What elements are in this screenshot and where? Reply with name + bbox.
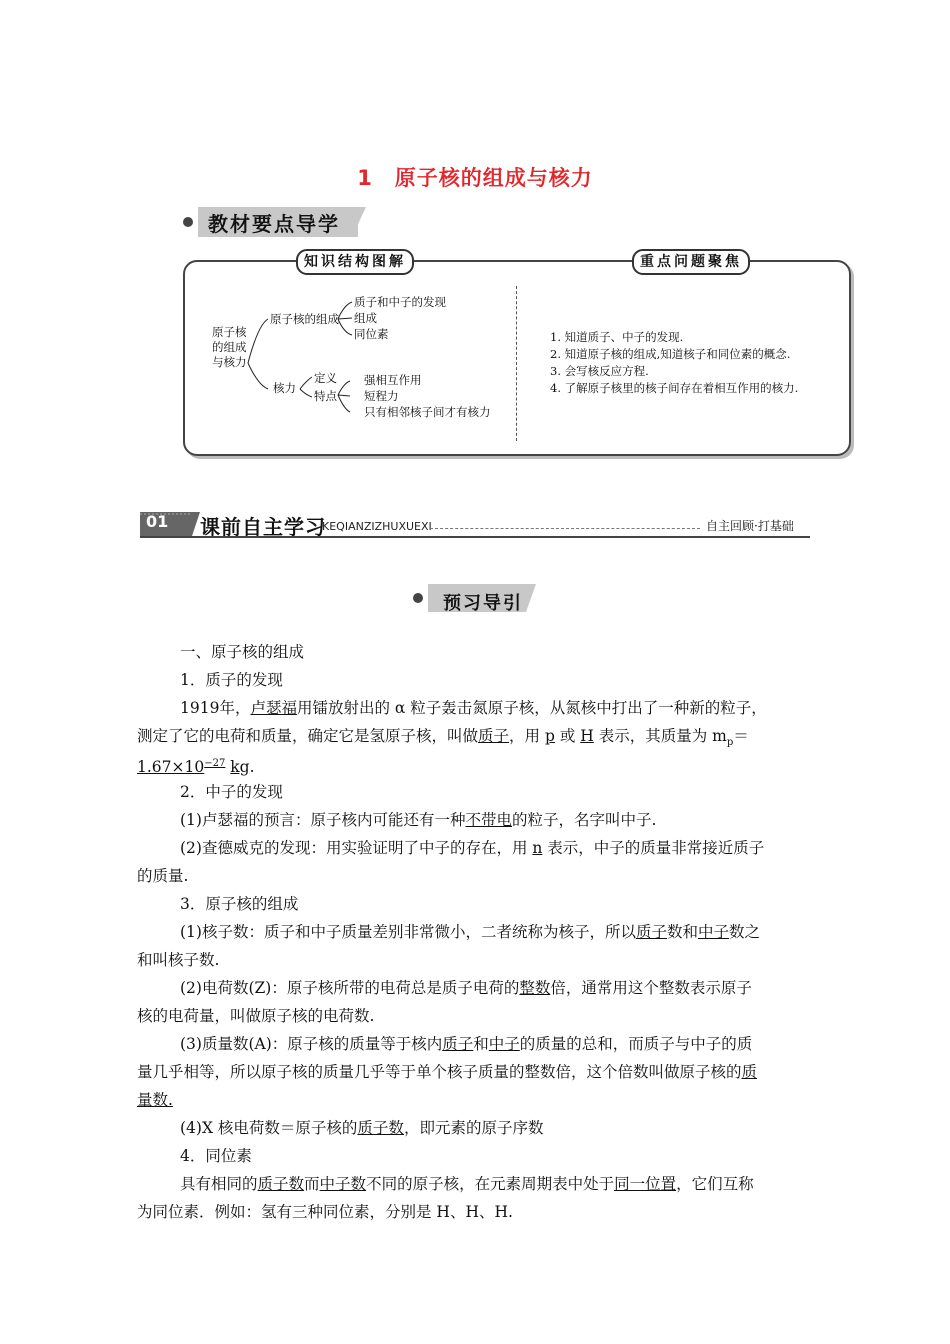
blank: 质子 [635, 923, 667, 941]
section-underline [140, 536, 810, 538]
heading-nucleus: 3．原子核的组成 [180, 895, 299, 913]
section-dash-line [430, 528, 700, 529]
section-right-label: 自主回顾·打基础 [706, 519, 794, 533]
blank: 1.67×10 [137, 758, 205, 777]
tree-branch-nuclear-force: 核力 [273, 381, 296, 395]
tree-item-short-range: 短程力 [364, 389, 399, 403]
blank: 质子 [442, 1035, 474, 1053]
key-point: 3. 会写核反应方程. [550, 364, 649, 378]
tab-key-questions: 重点问题聚焦 [632, 249, 750, 275]
blank: 质 [741, 1063, 758, 1081]
paragraph-proton-3: $1.67\times 10^{-27}$ kg. [137, 758, 255, 777]
paragraph-nucleon-number: (1)核子数：质子和中子质量差别非常微小，二者统称为核子，所以质子数和中子数之 [180, 923, 761, 941]
key-point: 2. 知道原子核的组成,知道核子和同位素的概念. [550, 347, 791, 361]
section-number: 01 [146, 512, 169, 531]
box-divider [516, 286, 517, 441]
paragraph-neutron-2: (2)查德威克的发现：用实验证明了中子的存在，用 n 表示，中子的质量非常接近质子 [180, 839, 765, 857]
tree-item-strong: 强相互作用 [364, 373, 422, 387]
tree-item-isotope: 同位素 [354, 327, 389, 341]
tree-item-features: 特点 [314, 389, 337, 403]
key-point: 1. 知道质子、中子的发现. [550, 330, 684, 344]
blank: 量数. [137, 1091, 173, 1109]
section-title: 课前自主学习 [200, 515, 326, 539]
bullet-icon [183, 217, 193, 227]
blank: 卢瑟福 [250, 699, 297, 717]
paragraph-isotope-1: 具有相同的质子数而中子数不同的原子核，在元素周期表中处于同一位置，它们互称 [180, 1175, 754, 1193]
blank: 中子数 [319, 1175, 367, 1193]
blank: 不带电 [465, 811, 512, 829]
blank: 质子数 [257, 1175, 305, 1193]
tree-item-composition: 组成 [354, 311, 377, 325]
blank: 质子 [478, 727, 510, 745]
banner-title: 教材要点导学 [208, 212, 340, 236]
paragraph-proton-1: 1919年，卢瑟福用镭放射出的 α 粒子轰击氮原子核，从氮核中打出了一种新的粒子， [180, 699, 767, 717]
tab-knowledge-structure: 知识结构图解 [296, 249, 414, 275]
paragraph-nucleon-number-2: 和叫核子数. [137, 951, 220, 969]
key-point: 4. 了解原子核里的核子间存在着相互作用的核力. [550, 381, 799, 395]
paragraph-proton-2: 测定了它的电荷和质量，确定它是氢原子核，叫做质子，用 p 或 H 表示，其质量为 $m_p=$ [137, 727, 749, 749]
page-title: 1 原子核的组成与核力 [357, 166, 593, 190]
subheader-title: 预习导引 [443, 593, 523, 614]
paragraph-mass-number-3 [137, 1086, 173, 1114]
paragraph-neutron-1: (1)卢瑟福的预言：原子核内可能还有一种不带电的粒子，名字叫中子. [180, 811, 657, 829]
paragraph-charge-number: (2)电荷数(Z)：原子核所带的电荷总是质子电荷的整数倍，通常用这个整数表示原子 [180, 979, 752, 997]
paragraph-x-charge: (4)X 核电荷数＝原子核的质子数，即元素的原子序数 [180, 1119, 544, 1137]
section-pinyin: KEQIANZIZHUXUEXI [322, 520, 432, 533]
tree-root: 原子核 的组成 与核力 [212, 325, 247, 369]
paragraph-mass-number: (3)质量数(A)：原子核的质量等于核内质子和中子的质量的总和，而质子与中子的质 [180, 1035, 753, 1053]
blank: 中子 [698, 923, 730, 941]
paragraph-mass-number-2: 量几乎相等，所以原子核的质量几乎等于单个核子质量的整数倍，这个倍数叫做原子核的质 [137, 1063, 758, 1081]
blank: H [580, 727, 594, 745]
key-points-list [550, 329, 798, 397]
blank: 整数 [519, 979, 551, 997]
blank: 质子数 [357, 1119, 404, 1137]
paragraph-charge-number-2: 核的电荷量，叫做原子核的电荷数. [137, 1007, 375, 1025]
heading-composition: 一、原子核的组成 [180, 643, 305, 661]
tree-branch-composition: 原子核的组成 [270, 312, 339, 326]
blank: p [544, 727, 555, 745]
blank: 同一位置 [614, 1175, 677, 1193]
blank: 中子 [488, 1035, 520, 1053]
tree-item-adjacent: 只有相邻核子间才有核力 [364, 405, 491, 419]
blank: kg [230, 758, 250, 777]
tree-item-discovery: 质子和中子的发现 [354, 295, 446, 309]
heading-neutron: 2．中子的发现 [180, 783, 283, 801]
paragraph-isotope-2: 为同位素．例如：氢有三种同位素，分别是 H、H、H. [137, 1203, 513, 1221]
heading-proton: 1．质子的发现 [180, 671, 283, 689]
heading-isotope: 4．同位素 [180, 1147, 252, 1165]
paragraph-neutron-3: 的质量. [137, 867, 189, 885]
blank: n [532, 839, 543, 857]
tree-item-definition: 定义 [314, 371, 337, 385]
